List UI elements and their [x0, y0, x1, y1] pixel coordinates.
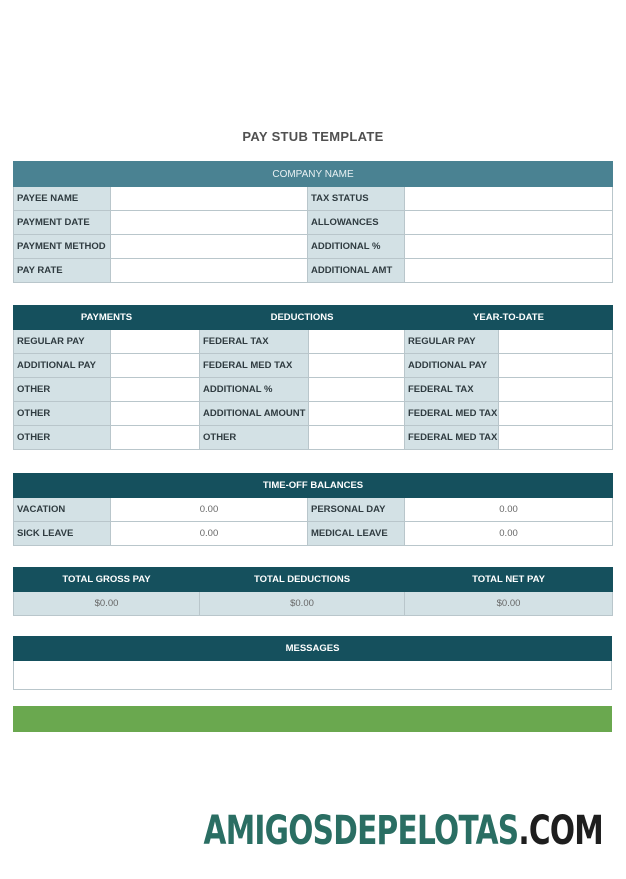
tax-status-label: TAX STATUS: [308, 187, 405, 211]
ytd-label: FEDERAL MED TAX: [405, 426, 499, 450]
vacation-label: VACATION: [14, 498, 111, 522]
deduction-label: ADDITIONAL AMOUNT: [200, 402, 309, 426]
payment-amount-field[interactable]: [111, 330, 200, 354]
ytd-label: REGULAR PAY: [405, 330, 499, 354]
payment-amount-field[interactable]: [111, 354, 200, 378]
ytd-amount-field[interactable]: [499, 402, 613, 426]
footer-green-bar: [13, 706, 612, 732]
totals-table: [13, 567, 613, 616]
payment-label: OTHER: [14, 426, 111, 450]
deduction-label: FEDERAL MED TAX: [200, 354, 309, 378]
additional-amt-label: ADDITIONAL AMT: [308, 259, 405, 283]
info-row: [14, 211, 613, 235]
deduction-label: OTHER: [200, 426, 309, 450]
allowances-field[interactable]: [405, 211, 613, 235]
sick-leave-label: SICK LEAVE: [14, 522, 111, 546]
payment-method-field[interactable]: [111, 235, 308, 259]
payee-name-label: PAYEE NAME: [14, 187, 111, 211]
table-row: [14, 426, 613, 450]
payment-amount-field[interactable]: [111, 378, 200, 402]
additional-percent-field[interactable]: [405, 235, 613, 259]
personal-day-value[interactable]: 0.00: [405, 498, 613, 522]
allowances-label: ALLOWANCES: [308, 211, 405, 235]
deduction-amount-field[interactable]: [309, 402, 405, 426]
timeoff-header: TIME-OFF BALANCES: [14, 474, 613, 498]
brand-watermark: [157, 808, 603, 854]
payment-date-field[interactable]: [111, 211, 308, 235]
personal-day-label: PERSONAL DAY: [308, 498, 405, 522]
brand-name: AMIGOSDEPELOTAS: [203, 808, 519, 854]
pay-rate-field[interactable]: [111, 259, 308, 283]
table-row: [14, 378, 613, 402]
payee-name-field[interactable]: [111, 187, 308, 211]
table-row: [14, 522, 613, 546]
payment-amount-field[interactable]: [111, 402, 200, 426]
table-row: [14, 498, 613, 522]
payment-label: OTHER: [14, 402, 111, 426]
table-row: [14, 402, 613, 426]
ytd-amount-field[interactable]: [499, 426, 613, 450]
deduction-amount-field[interactable]: [309, 378, 405, 402]
ytd-label: FEDERAL MED TAX: [405, 402, 499, 426]
payment-label: REGULAR PAY: [14, 330, 111, 354]
info-row: [14, 187, 613, 211]
payment-label: ADDITIONAL PAY: [14, 354, 111, 378]
info-row: [14, 259, 613, 283]
payment-date-label: PAYMENT DATE: [14, 211, 111, 235]
pay-rate-label: PAY RATE: [14, 259, 111, 283]
messages-table: [13, 636, 612, 690]
ytd-amount-field[interactable]: [499, 330, 613, 354]
table-row: [14, 354, 613, 378]
ytd-amount-field[interactable]: [499, 378, 613, 402]
total-net-pay-header: TOTAL NET PAY: [405, 568, 613, 592]
payment-method-label: PAYMENT METHOD: [14, 235, 111, 259]
vacation-value[interactable]: 0.00: [111, 498, 308, 522]
deduction-label: FEDERAL TAX: [200, 330, 309, 354]
company-name-header: COMPANY NAME: [14, 162, 613, 187]
medical-leave-label: MEDICAL LEAVE: [308, 522, 405, 546]
deductions-header: DEDUCTIONS: [200, 306, 405, 330]
table-row: [14, 592, 613, 616]
payment-amount-field[interactable]: [111, 426, 200, 450]
ytd-label: FEDERAL TAX: [405, 378, 499, 402]
page-title: PAY STUB TEMPLATE: [242, 129, 384, 144]
total-deductions-header: TOTAL DEDUCTIONS: [200, 568, 405, 592]
sick-leave-value[interactable]: 0.00: [111, 522, 308, 546]
company-info-table: [13, 161, 613, 283]
additional-amt-field[interactable]: [405, 259, 613, 283]
payment-label: OTHER: [14, 378, 111, 402]
messages-header: MESSAGES: [14, 637, 612, 661]
deduction-amount-field[interactable]: [309, 354, 405, 378]
deduction-amount-field[interactable]: [309, 426, 405, 450]
medical-leave-value[interactable]: 0.00: [405, 522, 613, 546]
payments-table: [13, 305, 613, 450]
total-gross-pay-value: $0.00: [14, 592, 200, 616]
messages-field[interactable]: [14, 661, 612, 690]
total-deductions-value: $0.00: [200, 592, 405, 616]
deduction-label: ADDITIONAL %: [200, 378, 309, 402]
payments-header: PAYMENTS: [14, 306, 200, 330]
ytd-header: YEAR-TO-DATE: [405, 306, 613, 330]
total-net-pay-value: $0.00: [405, 592, 613, 616]
info-row: [14, 235, 613, 259]
deduction-amount-field[interactable]: [309, 330, 405, 354]
ytd-label: ADDITIONAL PAY: [405, 354, 499, 378]
ytd-amount-field[interactable]: [499, 354, 613, 378]
timeoff-table: [13, 473, 613, 546]
table-row: [14, 330, 613, 354]
total-gross-pay-header: TOTAL GROSS PAY: [14, 568, 200, 592]
brand-domain: .COM: [518, 808, 603, 854]
additional-percent-label: ADDITIONAL %: [308, 235, 405, 259]
tax-status-field[interactable]: [405, 187, 613, 211]
